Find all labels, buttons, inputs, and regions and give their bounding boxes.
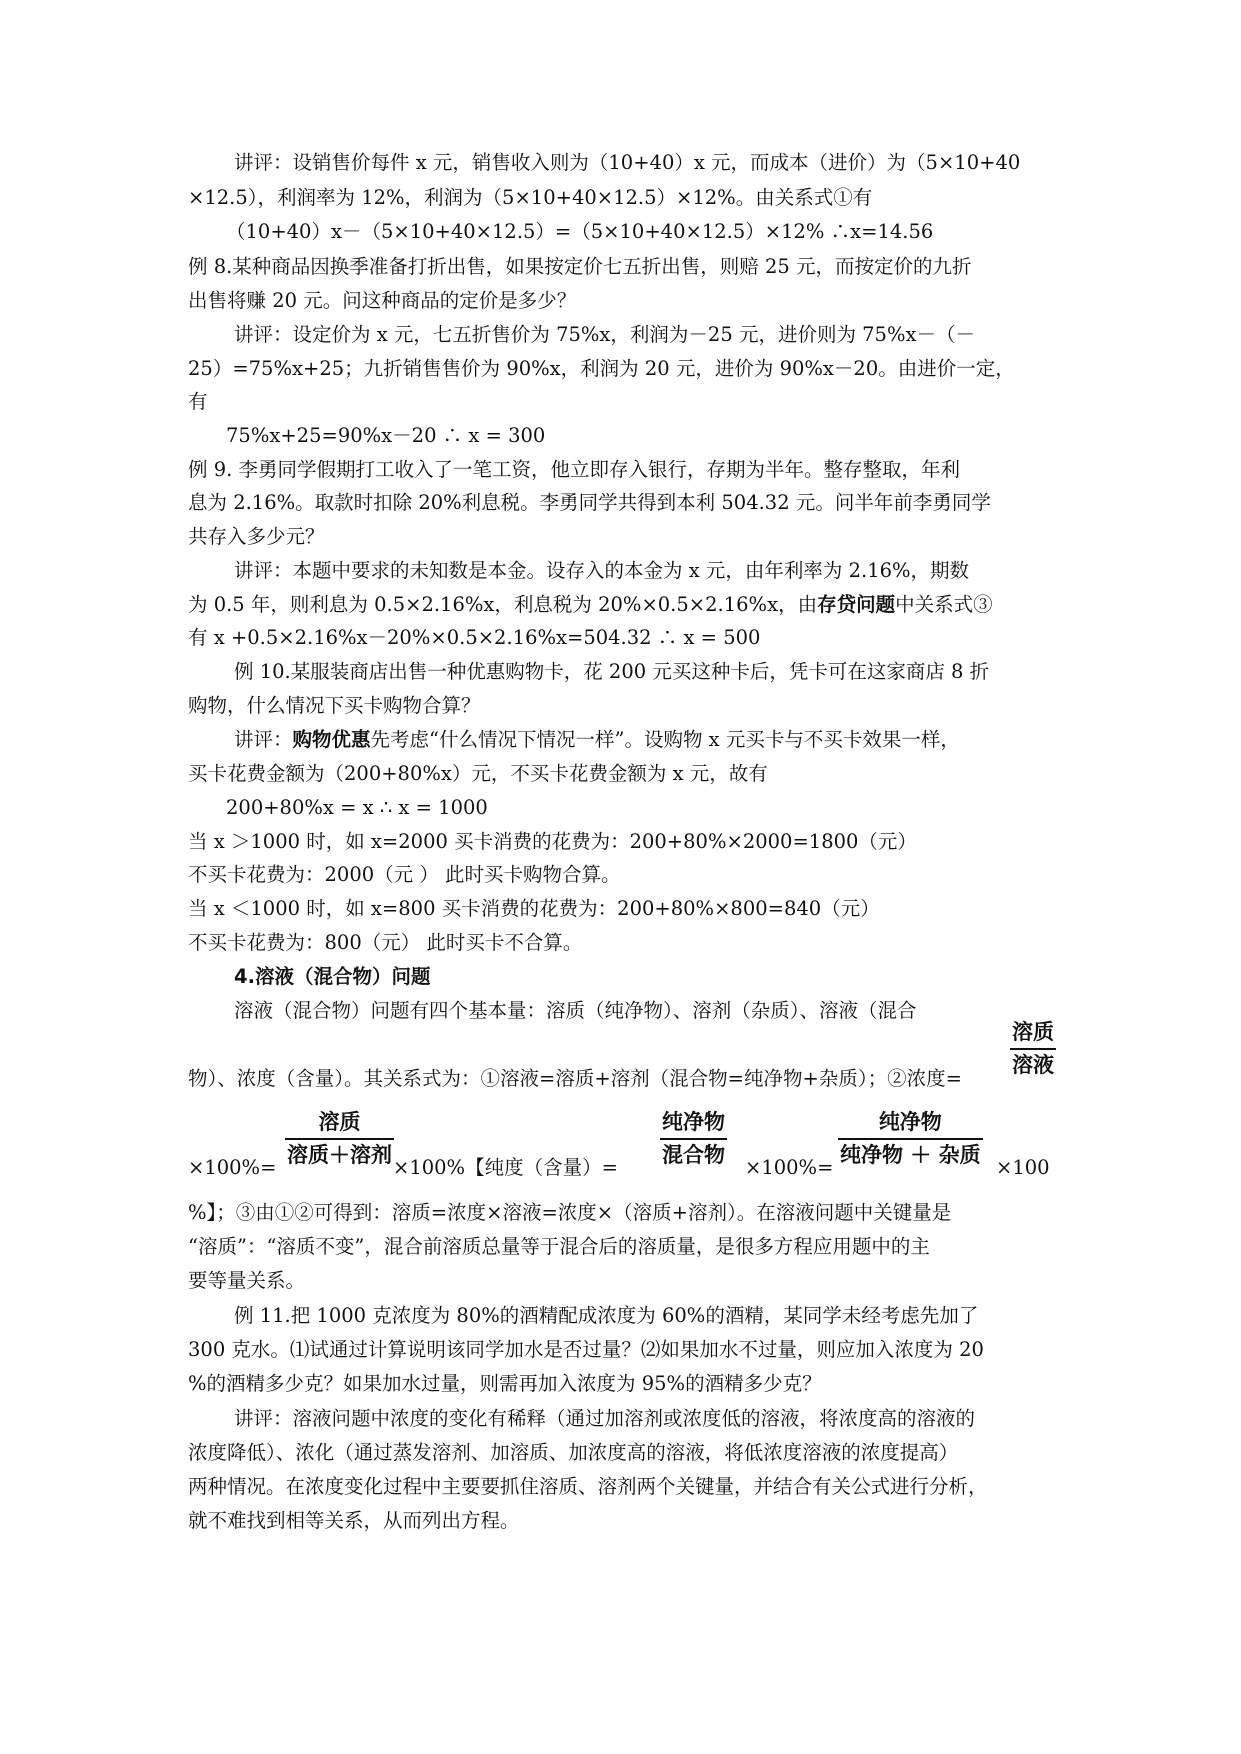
text-line: 共存入多少元？	[188, 525, 325, 548]
text-line: 当 x ＜1000 时，如 x=800 买卡消费的花费为：200+80%×800=840（元）	[188, 897, 880, 920]
text-line: 讲评：设销售价每件 x 元，销售收入则为（10+40）x 元，而成本（进价）为（5×10+40	[234, 151, 1021, 174]
text-line: 不买卡花费为：2000（元 ） 此时买卡购物合算。	[188, 863, 621, 886]
bold-term: 购物优惠	[292, 728, 371, 751]
text-line: 75%x+25=90%x－20 ∴ x = 300	[226, 424, 546, 447]
fraction-formula	[1010, 1019, 1056, 1078]
text-line: 25）=75%x+25；九折销售售价为 90%x，利润为 20 元，进价为 90%x－20。由进价一定，	[188, 357, 1015, 380]
fraction-numerator: 溶质	[285, 1109, 394, 1140]
text-line: 就不难找到相等关系，从而列出方程。	[188, 1509, 520, 1532]
bold-term: 存贷问题	[817, 593, 896, 616]
fraction-numerator: 纯净物	[660, 1109, 727, 1140]
fraction-denominator: 纯净物 ＋ 杂质	[840, 1143, 981, 1167]
fraction-denominator: 溶质＋溶剂	[287, 1143, 392, 1167]
text-line: 例 9. 李勇同学假期打工收入了一笔工资，他立即存入银行，存期为半年。整存整取，年利	[188, 458, 961, 481]
text-segment: 讲评：	[234, 728, 293, 751]
text-line: 200+80%x = x ∴ x = 1000	[226, 796, 488, 819]
text-line: 浓度降低）、浓化（通过蒸发溶剂、加溶质、加浓度高的溶液，将低浓度溶液的浓度提高）	[188, 1441, 959, 1464]
text-line: 买卡花费金额为（200+80%x）元，不买卡花费金额为 x 元，故有	[188, 762, 768, 785]
text-segment: 为 0.5 年，则利息为 0.5×2.16%x，利息税为 20%×0.5×2.16%x，由	[188, 593, 818, 616]
text-line: ×100	[996, 1156, 1050, 1179]
text-line: 例 11.把 1000 克浓度为 80%的酒精配成浓度为 60%的酒精，某同学未经考虑先加了	[234, 1304, 979, 1327]
text-line: 两种情况。在浓度变化过程中主要要抓住溶质、溶剂两个关键量，并结合有关公式进行分析，	[188, 1475, 988, 1498]
text-line: 出售将赚 20 元。问这种商品的定价是多少？	[188, 289, 577, 312]
text-segment: 先考虑“什么情况下情况一样”。设购物 x 元买卡与不买卡效果一样，	[370, 728, 960, 751]
text-line: 购物，什么情况下买卡购物合算？	[188, 694, 481, 717]
text-line	[188, 592, 993, 618]
text-line: ×12.5），利润率为 12%，利润为（5×10+40×12.5）×12%。由关系式①有	[188, 186, 873, 209]
text-line: “溶质”：“溶质不变”，混合前溶质总量等于混合后的溶质量，是很多方程应用题中的主	[188, 1235, 930, 1258]
text-line: 有	[188, 390, 208, 413]
text-line: 要等量关系。	[188, 1269, 306, 1292]
text-line: ×100%【纯度（含量）=	[393, 1156, 618, 1179]
text-line: 讲评：溶液问题中浓度的变化有稀释（通过加溶剂或浓度低的溶液，将浓度高的溶液的	[234, 1407, 976, 1430]
text-line: 有 x +0.5×2.16%x－20%×0.5×2.16%x=504.32 ∴ x = 500	[188, 626, 761, 649]
text-line: 讲评：设定价为 x 元，七五折售价为 75%x，利润为－25 元，进价则为 75%x－（－	[234, 323, 975, 346]
text-segment: 中关系式③	[895, 593, 993, 616]
text-line: %】；③由①②可得到：溶质=浓度×溶液=浓度×（溶质+溶剂）。在溶液问题中关键量是	[188, 1201, 952, 1224]
text-line	[234, 727, 960, 753]
fraction-formula	[838, 1109, 983, 1168]
fraction-numerator: 溶质	[1010, 1019, 1056, 1050]
text-line: 300 克水。⑴试通过计算说明该同学加水是否过量？⑵如果加水不过量，则应加入浓度为 20	[188, 1338, 984, 1361]
text-line: 例 10.某服装商店出售一种优惠购物卡，花 200 元买这种卡后，凭卡可在这家商店 8 折	[234, 660, 990, 683]
text-line: 息为 2.16%。取款时扣除 20%利息税。李勇同学共得到本利 504.32 元。问半年前李勇同学	[188, 491, 991, 514]
fraction-formula	[285, 1109, 394, 1168]
fraction-denominator: 混合物	[662, 1143, 725, 1167]
text-line: 讲评：本题中要求的未知数是本金。设存入的本金为 x 元，由年利率为 2.16%，期数	[234, 559, 970, 582]
text-line: 当 x ＞1000 时，如 x=2000 买卡消费的花费为：200+80%×2000=1800（元）	[188, 830, 917, 853]
text-line: （10+40）x－（5×10+40×12.5）=（5×10+40×12.5）×12% ∴x=14.56	[226, 220, 934, 243]
fraction-numerator: 纯净物	[838, 1109, 983, 1140]
fraction-formula	[660, 1109, 727, 1168]
fraction-denominator: 溶液	[1012, 1053, 1054, 1077]
text-line: %的酒精多少克？如果加水过量，则需再加入浓度为 95%的酒精多少克？	[188, 1372, 822, 1395]
section-heading: 4.溶液（混合物）问题	[234, 965, 431, 988]
text-line: 不买卡花费为：800（元） 此时买卡不合算。	[188, 931, 583, 954]
text-line: ×100%=	[745, 1156, 834, 1179]
text-line: 溶液（混合物）问题有四个基本量：溶质（纯净物）、溶剂（杂质）、溶液（混合	[234, 999, 917, 1022]
text-line: 物）、浓度（含量）。其关系式为：①溶液=溶质+溶剂（混合物=纯净物+杂质）；②浓度=	[188, 1067, 962, 1090]
text-line: 例 8.某种商品因换季准备打折出售，如果按定价七五折出售，则赔 25 元，而按定价的九折	[188, 255, 972, 278]
text-line: ×100%=	[188, 1156, 277, 1179]
